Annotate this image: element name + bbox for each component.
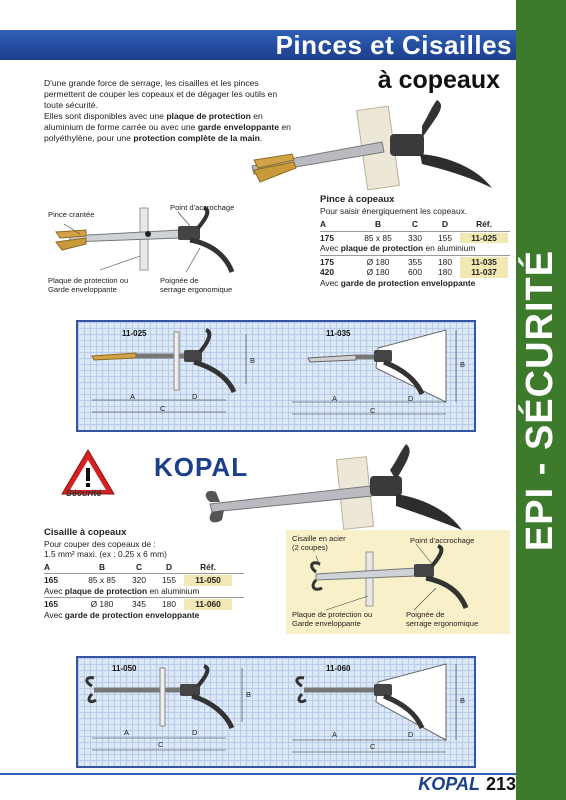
diagram-ref-11-060: 11-060 xyxy=(326,664,351,673)
dim-a-1: A xyxy=(130,392,136,401)
cisaille-row-11-060: 165 Ø 180 345 180 11-060 xyxy=(44,599,244,610)
dim-b-2: B xyxy=(460,360,466,369)
callout-point-accrochage: Point d'accrochage xyxy=(170,203,235,212)
dim-b-1: B xyxy=(250,356,256,365)
dim-c-3: C xyxy=(158,740,164,749)
page-title: Pinces et Cisailles xyxy=(275,30,512,60)
dim-a-3: A xyxy=(124,728,130,737)
pince-spec xyxy=(320,195,510,288)
intro-paragraph-2: Elles sont disponibles avec une plaque de protection en aluminium de forme carrée ou avec une garde enveloppante en polyéthylène, pour une protection complète de la main. xyxy=(44,111,291,143)
dim-d-2: D xyxy=(408,394,414,403)
cisaille-row-11-050: 165 85 x 85 320 155 11-050 xyxy=(44,575,244,586)
dim-c-2: C xyxy=(370,406,376,415)
dim-d-3: D xyxy=(192,728,198,737)
pince-row-11-035: 175 Ø 180 355 180 11-035 xyxy=(320,257,510,268)
pince-photo xyxy=(232,96,502,206)
dim-d-4: D xyxy=(408,730,414,739)
pince-row-11-037: 420 Ø 180 600 180 11-037 xyxy=(320,267,510,278)
cisaille-note-garde: Avec garde de protection enveloppante xyxy=(44,609,200,620)
cisaille-spec-title: Cisaille à copeaux xyxy=(44,527,127,538)
cisaille-spec-desc-2: 1.5 mm² maxi. (ex : 0.25 x 6 mm) xyxy=(44,549,167,559)
securite-label: Sécurité xyxy=(66,488,102,498)
callout-plaque: Plaque de protection ou Garde enveloppante xyxy=(48,276,129,294)
diagram-ref-11-035: 11-035 xyxy=(326,329,351,338)
pince-spec-header: A B C D Réf. xyxy=(320,219,492,229)
callout-cisaille-acier: Cisaille en acier (2 coupes) xyxy=(292,534,346,552)
callout-point-accrochage-2: Point d'accrochage xyxy=(410,536,475,545)
page-subtitle: à copeaux xyxy=(377,66,500,94)
footer-brand: KOPAL xyxy=(418,774,480,794)
dim-a-2: A xyxy=(332,394,338,403)
pince-row-11-025: 175 85 x 85 330 155 11-025 xyxy=(320,233,510,244)
dim-b-4: B xyxy=(460,696,466,705)
kopal-logo: KOPAL xyxy=(154,452,249,482)
sidebar-label: EPI - SÉCURITÉ xyxy=(519,249,562,551)
page-number: 213 xyxy=(485,774,516,794)
dim-c-4: C xyxy=(370,742,376,751)
page-footer xyxy=(370,774,516,798)
intro-paragraph-1: D'une grande force de serrage, les cisailles et les pinces permettent de couper les copeaux et de dégager les outils en toute sécurité. xyxy=(44,78,278,110)
cisaille-photo xyxy=(200,440,470,540)
callout-plaque-2: Plaque de protection ou Garde enveloppante xyxy=(292,610,373,628)
pince-spec-title: Pince à copeaux xyxy=(320,194,395,205)
diagram-ref-11-025: 11-025 xyxy=(122,329,147,338)
dim-c-1: C xyxy=(160,404,166,413)
pince-spec-desc: Pour saisir énergiquement les copeaux. xyxy=(320,205,468,216)
callout-poignee-2: Poignée de serrage ergonomique xyxy=(406,610,479,628)
cisaille-spec xyxy=(44,528,244,620)
dim-a-4: A xyxy=(332,730,338,739)
pince-note-plaque: Avec plaque de protection en aluminium xyxy=(320,243,476,253)
cisaille-note-plaque: Avec plaque de protection en aluminium xyxy=(44,585,200,596)
cisaille-spec-desc-1: Pour couper des copeaux de : xyxy=(44,538,156,549)
callout-poignee: Poignée de serrage ergonomique xyxy=(160,276,233,294)
dim-b-3: B xyxy=(246,690,252,699)
pince-note-garde: Avec garde de protection enveloppante xyxy=(320,277,476,288)
cisaille-spec-header: A B C D Réf. xyxy=(44,561,216,572)
callout-pince-crantee: Pince crantée xyxy=(48,210,95,219)
dim-d-1: D xyxy=(192,392,198,401)
diagram-ref-11-050: 11-050 xyxy=(112,664,137,673)
